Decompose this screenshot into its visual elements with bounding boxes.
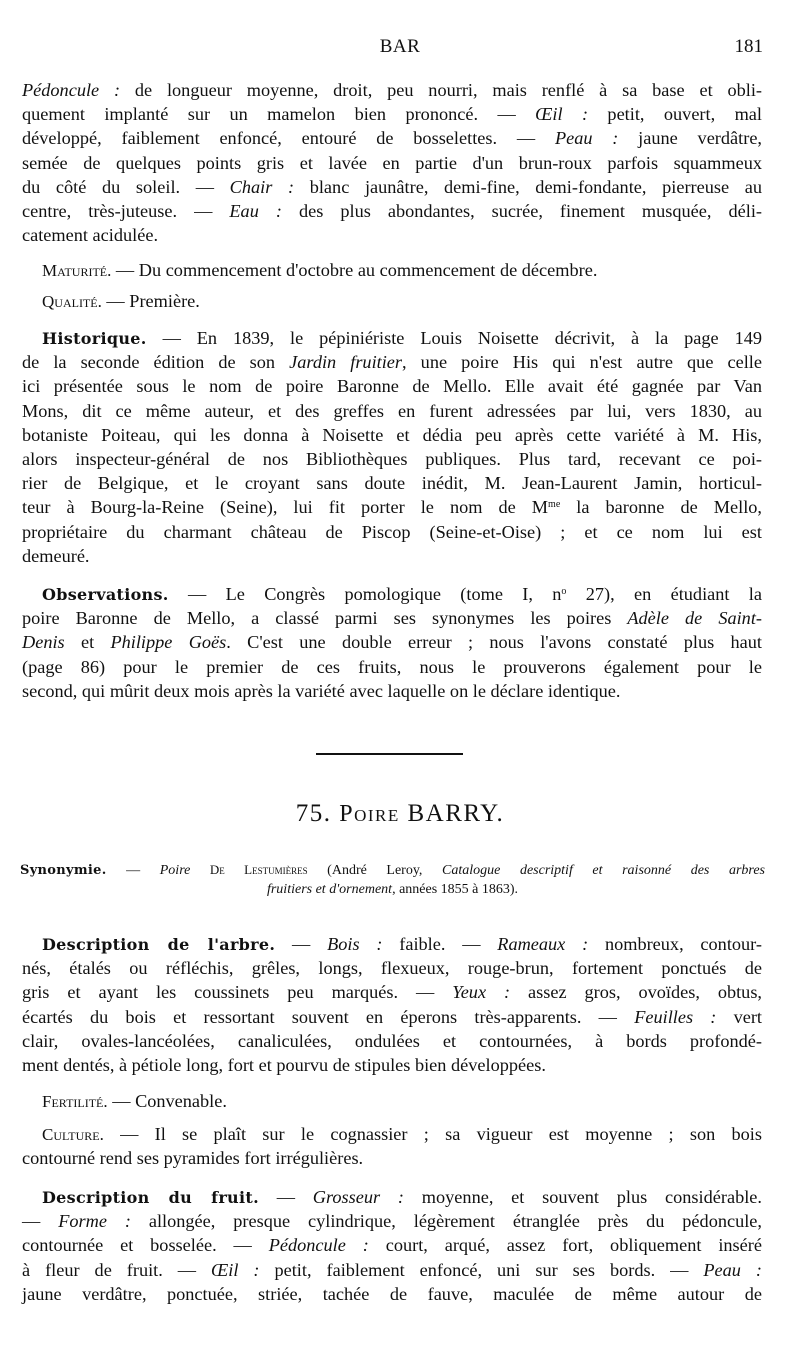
book-title: Jardin fruitier [289, 352, 403, 373]
fruit-description-continued [22, 78, 762, 247]
fruit-paragraph [22, 1185, 762, 1306]
synonymie-paragraph [20, 860, 765, 900]
book-title: Catalogue descriptif et raisonné des arbres [442, 863, 765, 878]
text-span: 27), en étudiant la [566, 584, 763, 604]
text-line [20, 880, 765, 900]
maturite-paragraph [22, 258, 762, 282]
text-line: second, qui mûrit deux mois après la variété avec laquelle on le déclare identique. [22, 680, 621, 701]
section-divider [316, 753, 463, 755]
text-span: moyenne, et souvent plus considérable. [404, 1187, 762, 1207]
text-line: semée de quelques points gris et lavée en partie d'un brun-roux parfois squammeux [22, 152, 762, 173]
page-number: 181 [734, 36, 763, 57]
text-line: (page 86) pour le premier de ces fruits, nous le prouverons également pour le [22, 656, 762, 677]
variety-name: Adèle de Saint- [627, 608, 762, 629]
text-line: ici présentée sous le nom de poire Baronne de Mello. Elle avait été gagnée par Van [22, 376, 762, 397]
text-span: poire Baronne de Mello, a classé parmi ses synonymes les poires [22, 608, 628, 629]
text-span: teur à Bourg-la-Reine (Seine), lui fit porter le nom de M [22, 497, 549, 518]
text-span: petit, ouvert, mal [588, 104, 762, 125]
term-label: Peau : [703, 1259, 762, 1280]
text-span: à fleur de fruit. — [22, 1259, 212, 1280]
text-line: botaniste Poiteau, qui les donna à Noisette et dédia peu après cette variété à M. His, [22, 424, 762, 445]
term-label: Rameaux : [497, 934, 589, 954]
section-label: Description de l'arbre. [42, 935, 276, 954]
text-span: — Il se plaît sur le cognassier ; sa vigueur est moyenne ; son bois [103, 1124, 762, 1144]
text-line [22, 1185, 762, 1209]
text-span: — [22, 1211, 59, 1232]
text-span: développé, faiblement enfoncé, entouré de bosselettes. — [22, 128, 555, 149]
text-span: (André Leroy, [307, 863, 443, 878]
term-label: Forme : [58, 1211, 131, 1232]
text-span: — Convenable. [107, 1091, 227, 1111]
text-span: contournée et bosselée. — [22, 1235, 269, 1256]
entry-poire: Poire [339, 801, 400, 827]
historique-paragraph [22, 326, 762, 568]
section-label: Culture. [42, 1125, 104, 1144]
text-span: . C'est une double erreur ; nous l'avons constaté plus haut [226, 632, 762, 653]
text-span: jaune verdâtre, [618, 128, 763, 149]
term-label: Grosseur : [312, 1187, 405, 1207]
culture-paragraph [22, 1122, 762, 1170]
text-span: , une poire His qui n'est autre que celle [402, 352, 762, 373]
section-label: Historique. [42, 329, 147, 348]
text-span: vert [716, 1006, 763, 1027]
section-label: Fertilité. [42, 1092, 108, 1111]
text-line [22, 199, 762, 223]
text-line [22, 175, 762, 199]
text-span: faible. — [382, 934, 498, 954]
text-span: du côté du soleil. — [22, 176, 230, 197]
text-line [22, 258, 762, 282]
text-span: — Du commencement d'octobre au commencement de décembre. [111, 260, 598, 280]
text-line [22, 1209, 762, 1233]
text-line [22, 326, 762, 350]
qualite-paragraph [22, 289, 762, 313]
term-label: Feuilles : [634, 1006, 717, 1027]
term-label: Œil : [211, 1259, 260, 1280]
observations-paragraph [22, 582, 762, 703]
term-label: Eau : [229, 200, 282, 221]
text-line [22, 126, 762, 150]
text-line: contourné rend ses pyramides fort irrégulières. [22, 1148, 364, 1169]
superscript: me [548, 499, 561, 511]
section-label: Qualité. [42, 292, 102, 311]
text-span: blanc jaunâtre, demi-fine, demi-fondante, pierreuse au [294, 176, 762, 197]
term-label: Peau : [554, 128, 619, 149]
term-label: Yeux : [452, 982, 511, 1003]
text-line: nés, étalés ou réfléchis, grêles, longs, flexueux, rouge-brun, fortement ponctués de [22, 958, 762, 979]
term-label: Pédoncule : [22, 80, 121, 100]
text-line [22, 1258, 762, 1282]
text-span: de longueur moyenne, droit, peu nourri, mais renflé à sa base et obli- [120, 80, 762, 100]
entry-number: 75. [295, 800, 332, 827]
synonym-name: De Lestumières [209, 862, 308, 877]
text-line: demeuré. [22, 545, 90, 566]
text-span: écartés du bois et ressortant souvent en éperons très-apparents. — [22, 1006, 635, 1027]
text-span: , années 1855 à 1863). [392, 882, 519, 897]
text-line: alors inspecteur-général de nos Bibliothèques publiques. Plus tard, recevant ce poi- [22, 448, 762, 469]
text-line [22, 350, 762, 374]
text-span: — [258, 1187, 313, 1207]
text-span: quement implanté sur un mamelon bien prononcé. — [22, 104, 536, 125]
running-head [0, 36, 800, 60]
text-span: centre, très-juteuse. — [22, 200, 230, 221]
text-line [22, 582, 762, 606]
text-span: gris et ayant les coussinets peu marqués. — [22, 982, 453, 1003]
text-span: des plus abondantes, sucrée, finement musquée, déli- [281, 200, 762, 221]
term-label: Chair : [229, 176, 295, 197]
text-line: Mons, dit ce même auteur, et des greffes en furent adressées par lui, vers 1830, au [22, 400, 762, 421]
text-span: allongée, presque cylindrique, légèrement étranglée près du pédoncule, [130, 1211, 762, 1232]
text-line [20, 860, 765, 880]
text-span: — [106, 863, 160, 878]
text-span: nombreux, contour- [588, 934, 762, 954]
text-span: la baronne de Mello, [560, 497, 762, 518]
variety-name: Philippe Goës [110, 632, 227, 653]
text-span: — Première. [101, 291, 200, 311]
text-line: jaune verdâtre, ponctuée, striée, tachée de fauve, maculée de même autour de [22, 1283, 762, 1304]
section-label: Observations. [42, 585, 169, 604]
running-head-title: BAR [379, 36, 421, 57]
fertilite-paragraph [22, 1089, 762, 1113]
text-line [22, 1233, 762, 1257]
text-line: ment dentés, à pétiole long, fort et pourvu de stipules bien développées. [22, 1054, 546, 1075]
text-span: de la seconde édition de son [22, 352, 290, 373]
entry-heading [0, 800, 800, 828]
variety-name: Denis [22, 632, 65, 653]
book-title: fruitiers et d'ornement [266, 882, 393, 897]
text-span: court, arqué, assez fort, obliquement inséré [368, 1235, 762, 1256]
text-line: catement acidulée. [22, 225, 159, 246]
term-label: Pédoncule : [268, 1235, 369, 1256]
text-line [22, 980, 762, 1004]
text-line [22, 630, 762, 654]
text-line [22, 1122, 762, 1146]
text-line [22, 289, 762, 313]
text-line [22, 495, 762, 519]
term-label: Bois : [327, 934, 383, 954]
text-line: clair, ovales-lancéolées, canaliculées, ondulées et contournées, à bords profondé- [22, 1030, 762, 1051]
superscript: o [561, 586, 567, 597]
section-label: Description du fruit. [42, 1188, 259, 1207]
text-span: petit, faiblement enfoncé, uni sur ses bords. — [259, 1259, 704, 1280]
text-line: propriétaire du charmant château de Piscop (Seine-et-Oise) ; et ce nom lui est [22, 521, 762, 542]
text-span: Poire [159, 863, 210, 878]
text-line [22, 606, 762, 630]
text-line [22, 1005, 762, 1029]
text-span: — En 1839, le pépiniériste Louis Noisette décrivit, à la page 149 [146, 328, 762, 348]
text-line [22, 1089, 762, 1113]
text-line [22, 78, 762, 102]
text-span: et [64, 632, 111, 653]
text-line: rier de Belgique, et le croyant sans doute inédit, M. Jean-Laurent Jamin, horticul- [22, 473, 762, 494]
term-label: Œil : [535, 104, 589, 125]
entry-name: BARRY. [407, 800, 505, 827]
arbre-paragraph [22, 932, 762, 1077]
section-label: Synonymie. [20, 863, 107, 878]
section-label: Maturité. [42, 261, 112, 280]
text-line [22, 102, 762, 126]
text-line [22, 932, 762, 956]
text-span: — [275, 934, 328, 954]
text-span: assez gros, ovoïdes, obtus, [510, 982, 763, 1003]
text-span: — Le Congrès pomologique (tome I, n [168, 584, 562, 604]
